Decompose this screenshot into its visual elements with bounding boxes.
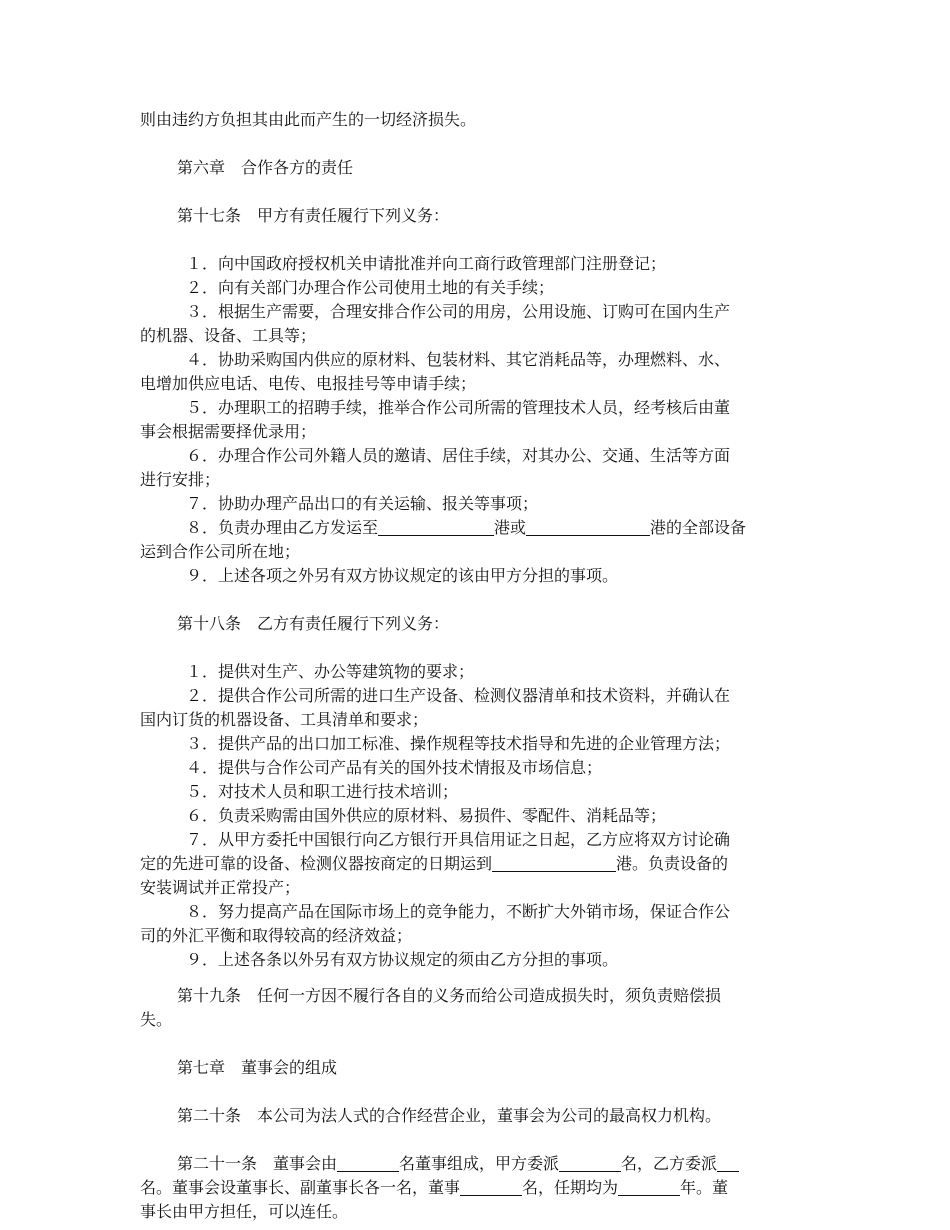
fill-in-blank[interactable] — [460, 1177, 522, 1196]
list-item: ８．努力提高产品在国际市场上的竞争能力，不断扩大外销市场，保证合作公 — [186, 902, 731, 921]
chapter-6-heading: 第六章 合作各方的责任 — [177, 158, 354, 177]
list-item: ６．办理合作公司外籍人员的邀请、居住手续，对其办公、交通、生活等方面 — [186, 446, 731, 465]
list-item: ６．负责采购需由国外供应的原材料、易损件、零配件、消耗品等； — [186, 806, 667, 825]
list-item-continuation: 安装调试并正常投产； — [140, 878, 301, 897]
text-segment: 名，任期均为 — [522, 1178, 619, 1197]
list-item-with-blanks — [140, 852, 812, 876]
text-segment: 名，乙方委派 — [621, 1154, 718, 1173]
text-segment: 港。负责设备的 — [616, 854, 729, 873]
list-item: ９．上述各项之外另有双方协议规定的该由甲方分担的事项。 — [186, 566, 619, 585]
list-item-continuation: 司的外汇平衡和取得较高的经济效益； — [140, 926, 413, 945]
list-item: ５．办理职工的招聘手续，推举合作公司所需的管理技术人员，经考核后由董 — [186, 398, 731, 417]
list-item: ４．协助采购国内供应的原材料、包装材料、其它消耗品等，办理燃料、水、 — [186, 350, 731, 369]
list-item: １．提供对生产、办公等建筑物的要求； — [186, 662, 475, 681]
list-item: ３．提供产品的出口加工标准、操作规程等技术指导和先进的企业管理方法； — [186, 734, 731, 753]
article-21-line — [140, 1176, 812, 1200]
article-18-list — [140, 660, 812, 972]
fill-in-blank[interactable] — [618, 1177, 680, 1196]
chapter-7-heading: 第七章 董事会的组成 — [177, 1058, 338, 1077]
list-item: ４．提供与合作公司产品有关的国外技术情报及市场信息； — [186, 758, 603, 777]
list-item: ５．对技术人员和职工进行技术培训； — [186, 782, 459, 801]
fill-in-blank[interactable] — [717, 1153, 739, 1172]
list-item: ９．上述各条以外另有双方协议规定的须由乙方分担的事项。 — [186, 950, 619, 969]
article-21-line — [140, 1152, 812, 1176]
list-item: ３．根据生产需要，合理安排合作公司的用房，公用设施、订购可在国内生产 — [186, 302, 731, 321]
document-page — [140, 108, 812, 1224]
article-21-line: 事长由甲方担任，可以连任。 — [140, 1202, 349, 1221]
list-item: １．向中国政府授权机关申请批准并向工商行政管理部门注册登记； — [186, 254, 667, 273]
list-item: ２．向有关部门办理合作公司使用土地的有关手续； — [186, 278, 555, 297]
list-item-continuation: 进行安排； — [140, 470, 221, 489]
article-21 — [140, 1152, 812, 1224]
list-item-continuation: 国内订货的机器设备、工具清单和要求； — [140, 710, 429, 729]
text-segment: 定的先进可靠的设备、检测仪器按商定的日期运到 — [140, 854, 493, 873]
article-18-title: 第十八条 乙方有责任履行下列义务： — [177, 614, 450, 633]
text-segment: 第二十一条 董事会由 — [177, 1154, 338, 1173]
list-item-continuation: 电增加供应电话、电传、电报挂号等申请手续； — [140, 374, 477, 393]
article-20-text: 第二十条 本公司为法人式的合作经营企业，董事会为公司的最高权力机构。 — [177, 1106, 722, 1125]
text-segment: 年。董 — [680, 1178, 729, 1197]
list-item-continuation: 运到合作公司所在地； — [140, 542, 301, 561]
article-19-text: 第十九条 任何一方因不履行各自的义务而给公司造成损失时，须负责赔偿损 — [177, 986, 722, 1005]
fill-in-blank[interactable] — [559, 1153, 621, 1172]
article-19-continuation: 失。 — [140, 1010, 173, 1029]
list-item: ７．从甲方委托中国银行向乙方银行开具信用证之日起，乙方应将双方讨论确 — [186, 830, 731, 849]
text-segment: 名董事组成，甲方委派 — [399, 1154, 560, 1173]
paragraph-continuation: 则由违约方负担其由此而产生的一切经济损失。 — [140, 110, 477, 129]
fill-in-blank[interactable] — [378, 517, 494, 536]
article-17-title: 第十七条 甲方有责任履行下列义务： — [177, 206, 450, 225]
text-segment: ８．负责办理由乙方发运至 — [186, 518, 379, 537]
text-segment: 港的全部设备 — [650, 518, 747, 537]
fill-in-blank[interactable] — [526, 517, 650, 536]
list-item: ２．提供合作公司所需的进口生产设备、检测仪器清单和技术资料，并确认在 — [186, 686, 731, 705]
fill-in-blank[interactable] — [337, 1153, 399, 1172]
list-item-continuation: 事会根据需要择优录用； — [140, 422, 317, 441]
list-item-with-blanks — [140, 516, 812, 540]
fill-in-blank[interactable] — [492, 853, 616, 872]
article-17-list — [140, 252, 812, 588]
list-item-continuation: 的机器、设备、工具等； — [140, 326, 317, 345]
text-segment: 港或 — [494, 518, 527, 537]
text-segment: 名。董事会设董事长、副董事长各一名，董事 — [140, 1178, 461, 1197]
list-item: ７．协助办理产品出口的有关运输、报关等事项； — [186, 494, 539, 513]
